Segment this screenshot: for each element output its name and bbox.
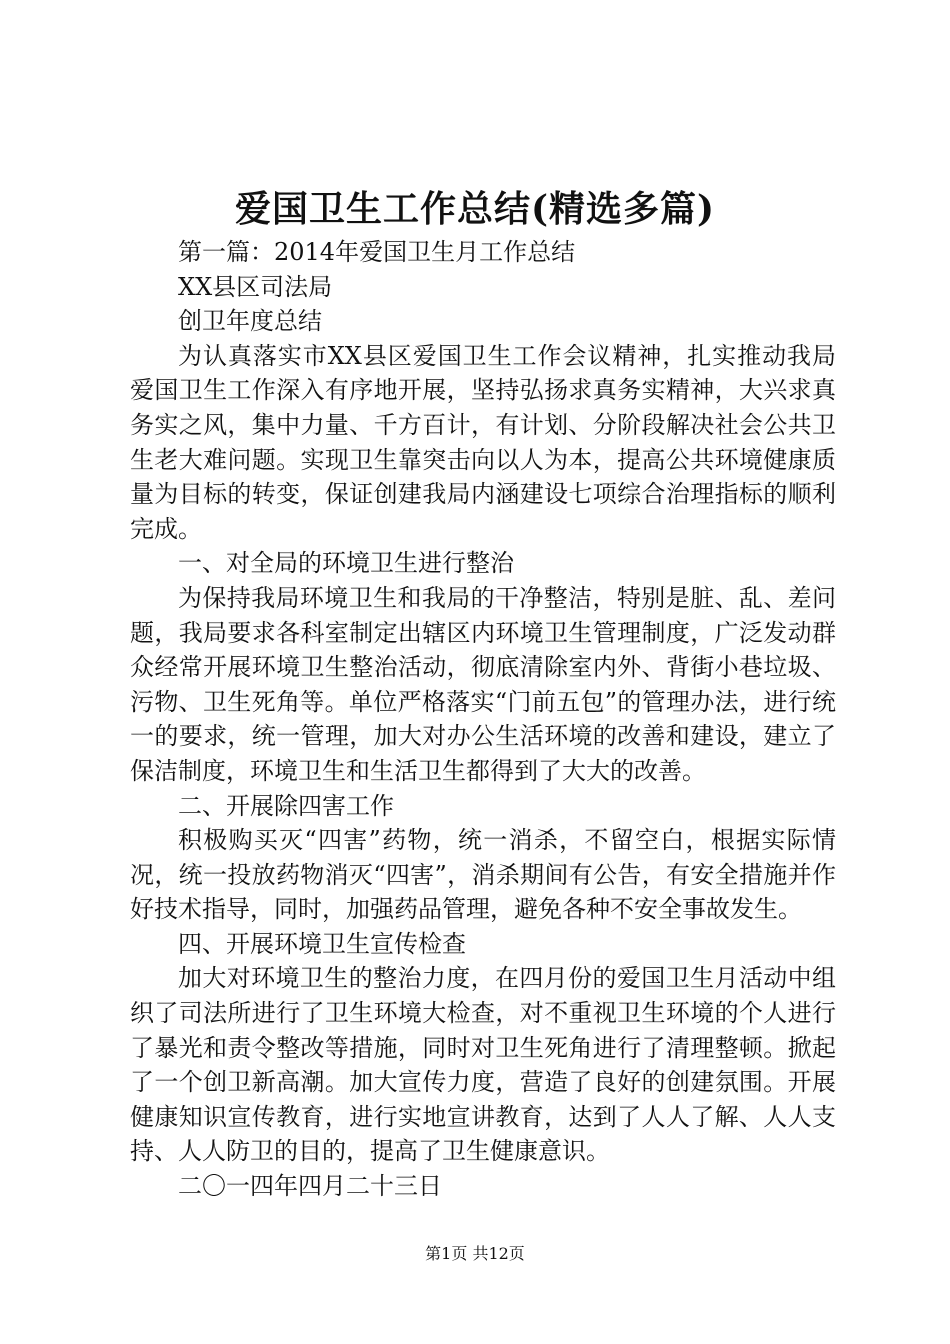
four-pests-paragraph: 积极购买灭“四害”药物，统一消杀，不留空白，根据实际情况，统一投放药物消灭“四害”，消杀期间有公告，有安全措施并作好技术指导，同时，加强药品管理，避免各种不安全事故发生。 bbox=[130, 826, 836, 924]
report-subtitle: 创卫年度总结 bbox=[178, 307, 322, 336]
document-body bbox=[130, 235, 836, 1204]
environment-paragraph: 为保持我局环境卫生和我局的干净整洁，特别是脏、乱、差问题，我局要求各科室制定出辖区内环境卫生管理制度，广泛发动群众经常开展环境卫生整治活动，彻底清除室内外、背街小巷垃圾、污物、卫生死角等。单位严格落实“门前五包”的管理办法，进行统一的要求，统一管理，加大对办公生活环境的改善和建设，建立了保洁制度，环境卫生和生活卫生都得到了大大的改善。 bbox=[130, 583, 836, 785]
section-heading-part-one: 第一篇：2014年爱国卫生月工作总结 bbox=[178, 238, 576, 266]
section-heading-four-pests: 二、开展除四害工作 bbox=[178, 791, 394, 820]
page-footer: 第1页 共12页 bbox=[425, 1244, 525, 1263]
document-date: 二〇一四年四月二十三日 bbox=[178, 1172, 442, 1201]
publicity-paragraph: 加大对环境卫生的整治力度，在四月份的爱国卫生月活动中组织了司法所进行了卫生环境大检查，对不重视卫生环境的个人进行了暴光和责令整改等措施，同时对卫生死角进行了清理整顿。掀起了一个创卫新高潮。加大宣传力度，营造了良好的创建氛围。开展健康知识宣传教育，进行实地宣讲教育，达到了人人了解、人人支持、人人防卫的目的，提高了卫生健康意识。 bbox=[130, 964, 836, 1166]
organization-name: XX县区司法局 bbox=[178, 272, 333, 301]
section-heading-publicity: 四、开展环境卫生宣传检查 bbox=[178, 929, 466, 958]
section-heading-environment: 一、对全局的环境卫生进行整治 bbox=[178, 549, 514, 578]
intro-paragraph: 为认真落实市XX县区爱国卫生工作会议精神，扎实推动我局爱国卫生工作深入有序地开展，坚持弘扬求真务实精神，大兴求真务实之风，集中力量、千方百计，有计划、分阶段解决社会公共卫生老大难问题。实现卫生靠突击向以人为本，提高公共环境健康质量为目标的转变，保证创建我局内涵建设七项综合治理指标的顺利完成。 bbox=[130, 341, 836, 543]
document-title: 爱国卫生工作总结(精选多篇) bbox=[234, 188, 716, 230]
